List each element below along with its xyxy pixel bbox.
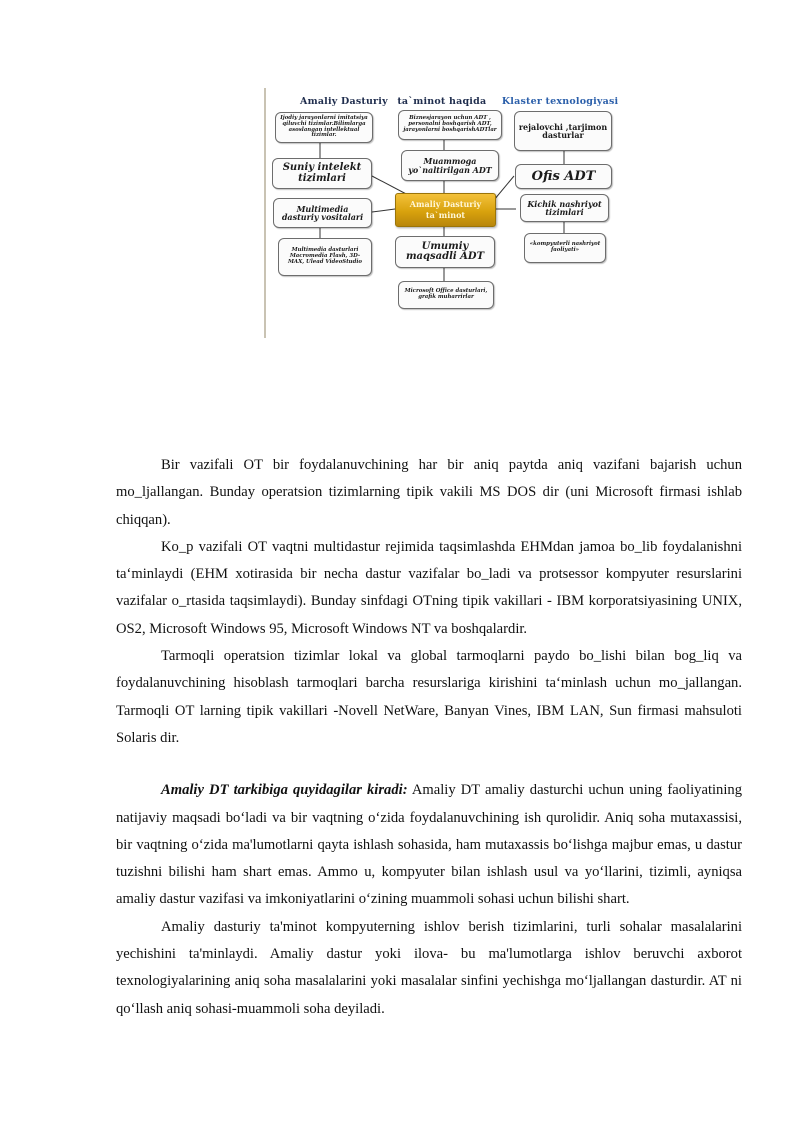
node-intellect-small: Ijodiy jarayonlarni imitatsiya qiluvchi tizimlar.Bilimlarga asoslangan intellektual tizimlar. bbox=[275, 112, 373, 143]
paragraph-lead-phrase: Amaliy DT tarkibiga quyidagilar kiradi: bbox=[161, 782, 408, 799]
node-planning: rejalovchi ,tarjimon dasturlar bbox=[514, 111, 612, 151]
document-body bbox=[116, 452, 742, 1023]
node-ai-systems: Suniy intelekt tizimlari bbox=[272, 158, 372, 189]
connector-multimedia bbox=[372, 209, 395, 212]
figure-title-part3: Klaster texnologiyasi bbox=[501, 96, 619, 107]
paragraph-multi-task-os: Ko_p vazifali OT vaqtni multidastur rejimida taqsimlashda EHMdan jamoa bo_lib foydalanishni ta‘minlaydi (EHM xotirasida bir necha dastur vazifalar bo_ladi va protsessor kompyuter resurslarini vazifalar o_rtasida taqsimlaydi). Bunday sinfdagi OTning tipik vakillari - IBM korporatsiyasining UNIX, OS2, Microsoft Windows 95, Microsoft Windows NT va boshqalardir. bbox=[116, 538, 742, 637]
paragraph-applied-software-text: Amaliy DT amaliy dasturchi uchun uning faoliyatining natijaviy maqsadi bo‘ladi va bir vaqtning o‘zida foydalanuvchining ish qurolidir. Aniq soha mutaxassisi, bir vaqtning o‘zida ma'lumotlarni qayta ishlash sohasida, ham mutaxassis bo‘lishga majbur emas, u dastur tuzishni bilishi ham shart emas. Ammo u, kompyuter bilan ishlash usul va yo‘llarini, tizimli, ayniqsa amaliy dastur vazifasi va imkoniyatlarini o‘zining muammoli sohasi uchun bilishi shart. bbox=[116, 782, 742, 908]
node-computer-publishing: «kompyuterli nashriyot faoliyati» bbox=[524, 233, 606, 263]
cluster-diagram bbox=[264, 88, 621, 338]
paragraph-applied-software bbox=[116, 777, 742, 913]
node-small-publishing: Kichik nashriyot tizimlari bbox=[520, 194, 609, 222]
node-problem-oriented: Muammoga yo`naltirilgan ADT bbox=[401, 150, 499, 181]
node-multimedia-tools: Multimedia dasturiy vositalari bbox=[273, 198, 372, 228]
paragraph-network-os: Tarmoqli operatsion tizimlar lokal va global tarmoqlarni paydo bo_lishi bilan bog_liq va foydalanuvchining hisoblash tarmoqlari barcha resurslariga kirishini ta‘minlash uchun mo_jallangan. Tarmoqli OT larning tipik vakillari -Novell NetWare, Banyan Vines, IBM LAN, Sun firmasi mahsuloti Solaris dir. bbox=[116, 648, 742, 746]
node-business-small: Biznesjarayon uchun ADT , personalni boshqarish ADT, jarayonlarni boshqarishADTlar bbox=[398, 110, 502, 140]
paragraph-single-task-os: Bir vazifali OT bir foydalanuvchining har bir aniq paytda aniq vazifani bajarish uchun mo_ljallangan. Bunday operatsion tizimlarning tipik vakili MS DOS dir (uni Microsoft firmasi ishlab chiqqan). bbox=[116, 457, 742, 528]
node-center: Amaliy Dasturiy ta`minot bbox=[395, 193, 496, 227]
connector-office bbox=[494, 176, 514, 200]
paragraph-applied-definition: Amaliy dasturiy ta'minot kompyuterning ishlov berish tizimlarini, turli sohalar masalalarini yechishini ta'minlaydi. Amaliy dastur yoki ilova- bu ma'lumotlarga ishlov beruvchi axborot texnologiyalarining aniq soha masalalarini yoki masalalar sinfini yechishga mo‘ljallangan dasturdir. AT ni qo‘llash aniq sohasi-muammoli soha deyiladi. bbox=[116, 918, 742, 1017]
figure-title-part1: Amaliy Dasturiy bbox=[300, 96, 388, 107]
figure-title-part2: ta`minot haqida bbox=[397, 96, 487, 107]
node-general-purpose: Umumiy maqsadli ADT bbox=[395, 236, 495, 268]
node-multimedia-small: Multimedia dasturlari Macromedia Flash, 3D-MAX, Ulead VideoStudio bbox=[278, 238, 372, 276]
node-office-small: Microsoft Office dasturlari, grafik muharrirlar bbox=[398, 281, 494, 309]
node-office-adt: Ofis ADT bbox=[515, 164, 612, 189]
